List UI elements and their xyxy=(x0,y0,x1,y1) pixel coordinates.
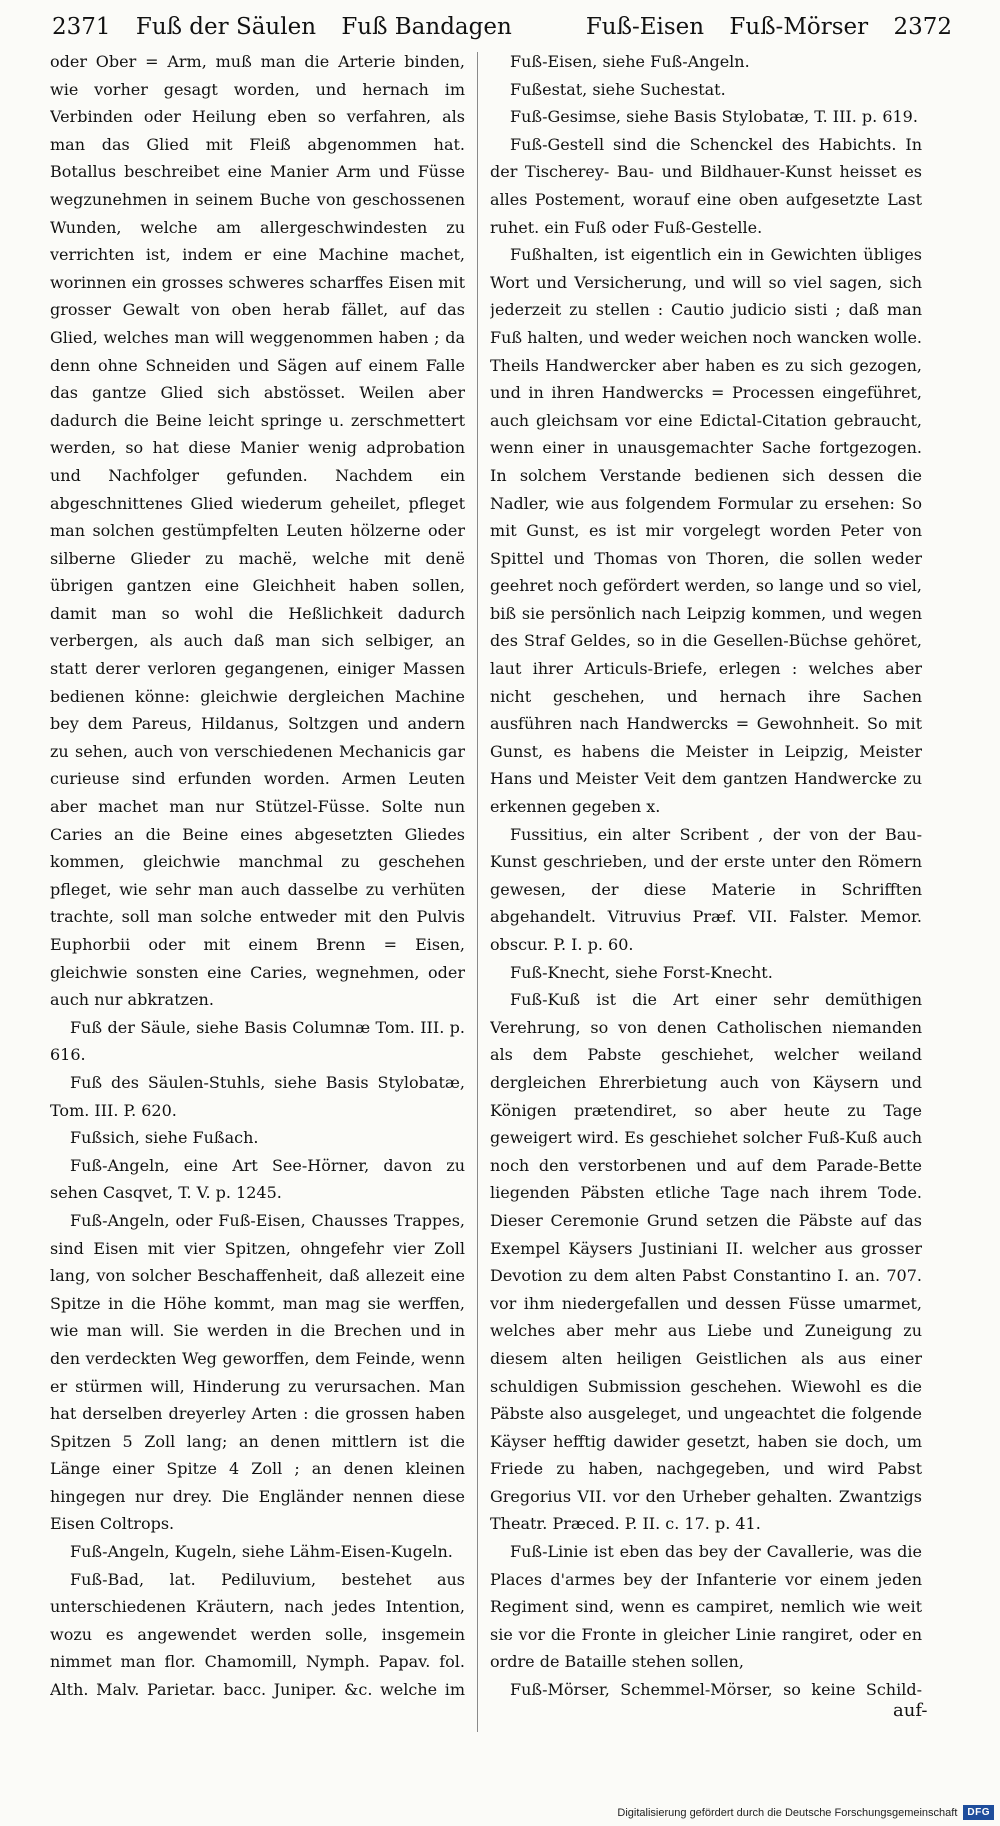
paragraph: Fuß-Gesimse, siehe Basis Stylobatæ, T. III. p. 619. xyxy=(510,107,918,127)
dfg-logo: DFG xyxy=(963,1805,994,1820)
running-title-right-1: Fuß-Eisen xyxy=(585,14,705,40)
paragraph: Fuß-Angeln, Kugeln, siehe Lähm-Eisen-Kugeln. xyxy=(70,1542,453,1562)
running-title-left-2: Fuß Bandagen xyxy=(341,14,512,40)
header-left xyxy=(52,10,530,44)
catchword: auf- xyxy=(893,1700,928,1721)
running-title-right-2: Fuß-Mörser xyxy=(729,14,869,40)
footer-credit: Digitalisierung gefördert durch die Deutsche Forschungsgemeinschaft xyxy=(617,1806,958,1819)
header-right xyxy=(586,10,952,44)
paragraph: Fuß-Bad, lat. Pediluvium, bestehet aus unterschiedenen Kräutern, nach jedes Intention, wozu es angewendet werden solle, insgemein nimmet man flor. Chamomill, Nymph. Papav. fol. Alth. Malv. Parietar. bacc. Juniper. &c. welche im xyxy=(50,1569,465,1700)
paragraph: Fuß-Gestell sind die Schenckel des Habichts. In der Tischerey- Bau- und Bildhauer-Kunst heisset es alles Postement, worauf eine oben aufgesetzte Last ruhet. ein Fuß oder Fuß-Gestelle. xyxy=(490,134,922,237)
paragraph: Fuß der Säule, siehe Basis Columnæ Tom. III. p. 616. xyxy=(50,1017,465,1065)
paragraph: Fußhalten, ist eigentlich ein in Gewichten übliges Wort und Versicherung, und will so viel sagen, sich jederzeit zu stellen : Cautio judicio sisti ; daß man Fuß halten, und weder weichen noch wancken wolle. Theils Handwercker aber haben es zu sich gezogen, und in ihren Handwercks = Processen eingeführet, auch gleichsam vor eine Edictal-Citation gebraucht, wenn einer in unausgemachter Sache fortgezogen. In solchem Verstande bedienen sich dessen die Nadler, wie aus folgendem Formular zu ersehen: So mit Gunst, es ist mir vorgelegt worden Peter von Spittel und Thomas von Thoren, die sollen weder geehret noch gefördert werden, so lange und so viel, biß sie persönlich nach Leipzig kommen, und wegen des Straf Geldes, so in die Gesellen-Büchse gehöret, laut ihrer Articuls-Briefe, erlegen : welches aber nicht geschehen, und hernach ihre Sachen ausführen nach Handwercks = Gewohnheit. So mit Gunst, es habens die Meister in Leipzig, Meister Hans und Meister Veit dem gantzen Handwercke zu erkennen gegeben x. xyxy=(490,245,922,817)
paragraph: Fuß-Linie ist eben das bey der Cavallerie, was die Places d'armes bey der Infanterie vor einem jeden Regiment sind, wenn es campiret, nemlich wie weit sie vor die Fronte in gleicher Linie rangiret, oder en ordre de Bataille stehen sollen, xyxy=(490,1542,922,1672)
running-header xyxy=(52,10,952,44)
page-number-left: 2371 xyxy=(52,14,111,40)
paragraph: Fuß-Knecht, siehe Forst-Knecht. xyxy=(510,962,773,982)
paragraph: Fußestat, siehe Suchestat. xyxy=(510,79,726,99)
running-title-left-1: Fuß der Säulen xyxy=(135,14,317,40)
paragraph: Fussitius, ein alter Scribent , der von der Bau-Kunst geschrieben, und der erste unter den Römern gewesen, der diese Materie in Schrifften abgehandelt. Vitruvius Præf. VII. Falster. Memor. obscur. P. I. p. 60. xyxy=(490,824,922,954)
paragraph: Fuß-Angeln, eine Art See-Hörner, davon zu sehen Casqvet, T. V. p. 1245. xyxy=(50,1155,465,1203)
paragraph: Fuß-Kuß ist die Art einer sehr demüthigen Verehrung, so von denen Catholischen niemanden als dem Pabste geschiehet, welcher weiland dergleichen Ehrerbietung auch von Käysern und Königen prætendiret, so aber heute zu Tage geweigert wird. Es geschiehet solcher Fuß-Kuß auch noch den verstorbenen und auf dem Parade-Bette liegenden Päbsten etliche Tage nach ihrem Tode. Dieser Ceremonie Grund setzen die Päbste auf das Exempel Käysers Justiniani II. welcher aus grosser Devotion zu dem alten Pabst Constantino I. an. 707. vor ihm niedergefallen und dessen Füsse umarmet, welches aber mehr aus Liebe und Zuneigung zu diesem alten heiligen Geistlichen als aus einer schuldigen Submission geschehen. Wiewohl es die Päbste also ausgeleget, und ungeachtet die folgende Käyser hefftig dawider gesetzt, haben sie doch, um Friede zu haben, nachgegeben, und wird Pabst Gregorius VII. vor den Urheber gehalten. Zwantzigs Theatr. Præced. P. II. c. 17. p. 41. xyxy=(490,990,922,1534)
column-divider xyxy=(477,52,478,1732)
page-number-right: 2372 xyxy=(893,14,952,40)
digitization-footer xyxy=(617,1805,994,1820)
paragraph: Fußsich, siehe Fußach. xyxy=(70,1128,259,1148)
paragraph: Fuß-Eisen, siehe Fuß-Angeln. xyxy=(510,52,750,71)
left-column xyxy=(50,48,465,1708)
paragraph: Fuß-Angeln, oder Fuß-Eisen, Chausses Trappes, sind Eisen mit vier Spitzen, ohngefehr vier Zoll lang, von solcher Beschaffenheit, daß allezeit eine Spitze in die Höhe kommt, man mag sie werffen, wie man will. Sie werden in die Brechen und in den verdeckten Weg geworffen, dem Feinde, wenn er stürmen will, Hinderung zu verursachen. Man hat derselben dreyerley Arten : die grossen haben Spitzen 5 Zoll lang; an denen mittlern ist die Länge einer Spitze 4 Zoll ; an denen kleinen hingegen nur drey. Die Engländer nennen diese Eisen Coltrops. xyxy=(50,1210,465,1534)
paragraph: Fuß des Säulen-Stuhls, siehe Basis Stylobatæ, Tom. III. P. 620. xyxy=(50,1072,465,1120)
paragraph: oder Ober = Arm, muß man die Arterie binden, wie vorher gesagt worden, und hernach im Verbinden oder Heilung eben so verfahren, als man das Glied mit Fleiß abgenommen hat. Botallus beschreibet eine Manier Arm und Füsse wegzunehmen in seinem Buche von geschossenen Wunden, welche am allergeschwindesten zu verrichten ist, indem er eine Machine machet, worinnen ein grosses schweres scharffes Eisen mit grosser Gewalt von oben herab fället, auf das Glied, welches man will weggenommen haben ; da denn ohne Schneiden und Sägen auf einem Falle das gantze Glied sich abstösset. Weilen aber dadurch die Beine leicht springe u. zerschmettert werden, so hat diese Manier wenig adprobation und Nachfolger gefunden. Nachdem ein abgeschnittenes Glied wiederum geheilet, pfleget man solchen gestümpfelten Leuten hölzerne oder silberne Glieder zu machë, welche mit denë übrigen gantzen eine Gleichheit haben sollen, damit man so wohl die Heßlichkeit dadurch verbergen, als auch daß man sich selbiger, an statt derer verloren gegangenen, einiger Massen bedienen könne: gleichwie dergleichen Machine bey dem Pareus, Hildanus, Soltzgen und andern zu sehen, auch von verschiedenen Mechanicis gar curieuse sind erfunden worden. Armen Leuten aber machet man nur Stützel-Füsse. Solte nun Caries an die Beine eines abgesetzten Gliedes kommen, gleichwie manchmal zu geschehen pfleget, wie sehr man auch dasselbe zu verhüten trachte, soll man solche entweder mit den Pulvis Euphorbii oder mit einem Brenn = Eisen, gleichwie sonsten eine Caries, wegnehmen, oder auch nur abkratzen. xyxy=(50,52,465,1010)
paragraph: Fuß-Mörser, Schemmel-Mörser, so keine Schild- xyxy=(510,1680,922,1700)
right-column xyxy=(490,48,922,1708)
